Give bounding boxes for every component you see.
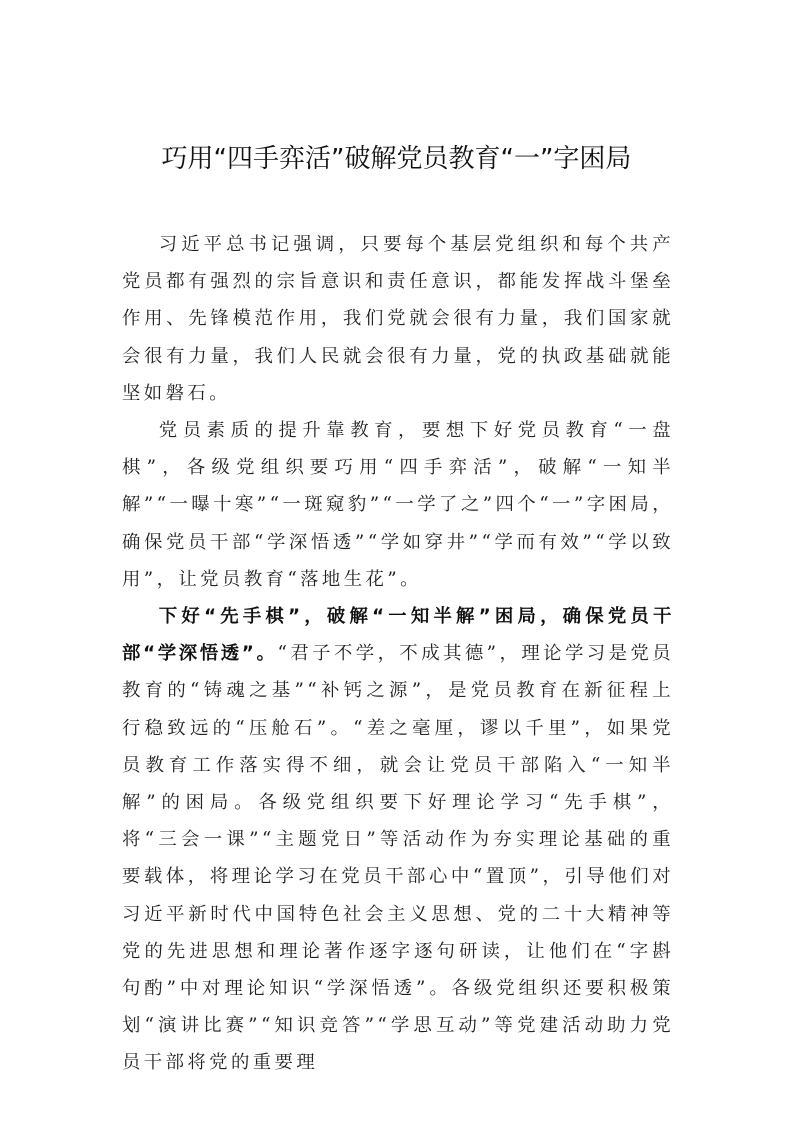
paragraph-2-text: 党员素质的提升靠教育，要想下好党员教育“一盘棋”，各级党组织要巧用“四手弈活”，破解“一知半解”“一曝十寒”“一斑窥豹”“一学了之”四个“一”字困局，确保党员干部“学深悟透”“学如穿井”“学而有效”“学以致用”，让党员教育“落地生花”。 bbox=[122, 420, 674, 590]
paragraph-1-text: 习近平总书记强调，只要每个基层党组织和每个共产党员都有强烈的宗旨意识和责任意识，都能发挥战斗堡垒作用、先锋模范作用，我们党就会很有力量，我们国家就会很有力量，我们人民就会很有力量，党的执政基础就能坚如磐石。 bbox=[122, 234, 674, 404]
paragraph-3 bbox=[122, 598, 674, 1082]
paragraph-1 bbox=[122, 226, 674, 412]
paragraph-3-text: “君子不学，不成其德”，理论学习是党员教育的“铸魂之基”“补钙之源”，是党员教育在新征程上行稳致远的“压舱石”。“差之毫厘，谬以千里”，如果党员教育工作落实得不细，就会让党员干部陷入“一知半解”的困局。各级党组织要下好理论学习“先手棋”，将“三会一课”“主题党日”等活动作为夯实理论基础的重要载体，将理论学习在党员干部心中“置顶”，引导他们对习近平新时代中国特色社会主义思想、党的二十大精神等党的先进思想和理论著作逐字逐句研读，让他们在“字斟句酌”中对理论知识“学深悟透”。各级党组织还要积极策划“演讲比赛”“知识竞答”“学思互动”等党建活动助力党员干部将党的重要理 bbox=[122, 643, 674, 1074]
paragraph-2 bbox=[122, 412, 674, 598]
document-body bbox=[122, 226, 674, 1082]
section-heading-lead: 下好“先手棋”，破解“一知半解”困局，确保党员干部“学深悟透”。 bbox=[122, 606, 674, 665]
document-title: 巧用“四手弈活”破解党员教育“一”字困局 bbox=[161, 144, 632, 174]
